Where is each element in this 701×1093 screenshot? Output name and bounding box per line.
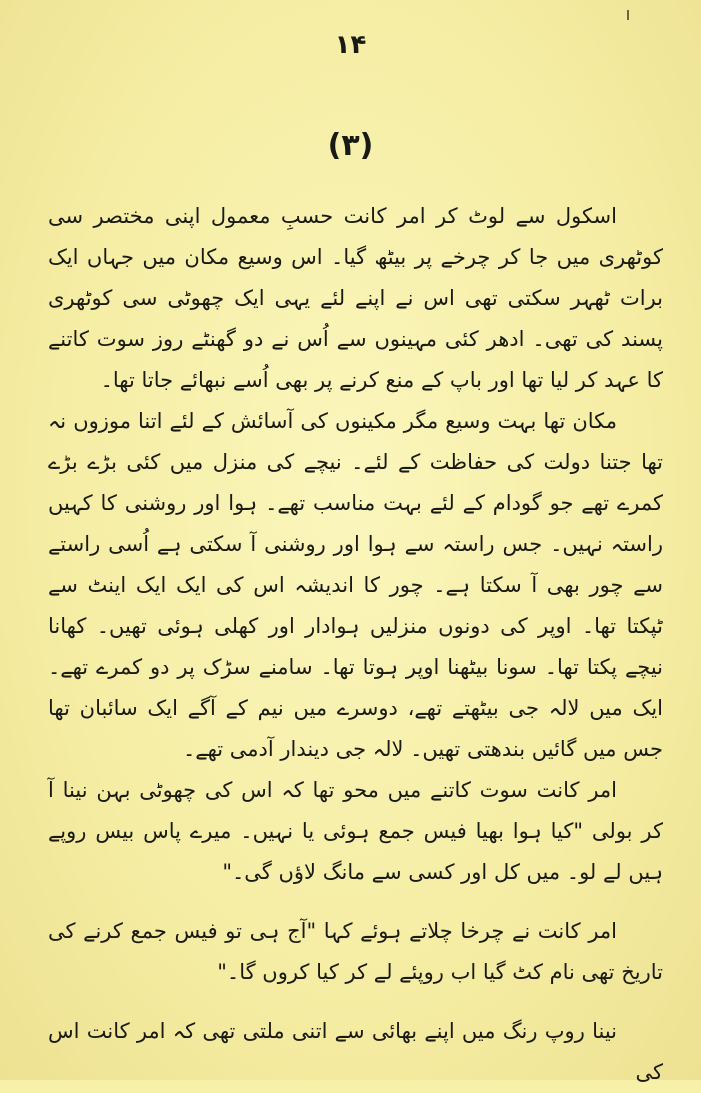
page-number: ۱۴ bbox=[334, 30, 367, 60]
body-text bbox=[48, 196, 663, 1093]
paragraph-5: نینا روپ رنگ میں اپنے بھائی سے اتنی ملتی تھی کہ امر کانت اس کی bbox=[48, 1019, 663, 1084]
margin-mark bbox=[627, 10, 629, 20]
chapter-heading: (۳) bbox=[327, 128, 374, 163]
paragraph-3: امر کانت سوت کاتنے میں محو تھا کہ اس کی چھوٹی بہن نینا آ کر بولی "کیا ہوا بھیا فیس جمع ہوئی یا نہیں۔ میرے پاس بیس روپے ہیں لے لو۔ میں کل اور کسی سے مانگ لاؤں گی۔" bbox=[48, 778, 663, 884]
paragraph-2: مکان تھا بہت وسیع مگر مکینوں کی آسائش کے لئے اتنا موزوں نہ تھا جتنا دولت کی حفاظت کے لئے۔ نیچے کی منزل میں کئی بڑے بڑے کمرے تھے جو گودام کے لئے بہت مناسب تھے۔ ہوا اور روشنی کا کہیں راستہ نہیں۔ جس راستہ سے ہوا اور روشنی آ سکتی ہے اُسی راستے سے چور بھی آ سکتا ہے۔ چور کا اندیشہ اس کی ایک ایک اینٹ سے ٹپکتا تھا۔ اوپر کی دونوں منزلیں ہوادار اور کھلی ہوئی تھیں۔ کھانا نیچے پکتا تھا۔ سونا بیٹھنا اوپر ہوتا تھا۔ سامنے سڑک پر دو کمرے تھے۔ ایک میں لالہ جی بیٹھتے تھے، دوسرے میں نیم کے آگے ایک سائبان تھا جس میں گائیں بندھتی تھیں۔ لالہ جی دیندار آدمی تھے۔ bbox=[48, 409, 663, 761]
paragraph-1: اسکول سے لوٹ کر امر کانت حسبِ معمول اپنی مختصر سی کوٹھری میں جا کر چرخے پر بیٹھ گیا۔ اس وسیع مکان میں جہاں ایک برات ٹھہر سکتی تھی اس نے اپنے لئے یہی ایک چھوٹی سی کوٹھری پسند کی تھی۔ ادھر کئی مہینوں سے اُس نے دو گھنٹے روز سوت کاتنے کا عہد کر لیا تھا اور باپ کے منع کرنے پر بھی اُسے نبھائے جاتا تھا۔ bbox=[48, 204, 663, 392]
paragraph-4: امر کانت نے چرخا چلاتے ہوئے کہا "آج ہی تو فیس جمع کرنے کی تاریخ تھی نام کٹ گیا اب روپئے لے کر کیا کروں گا۔" bbox=[48, 919, 663, 984]
